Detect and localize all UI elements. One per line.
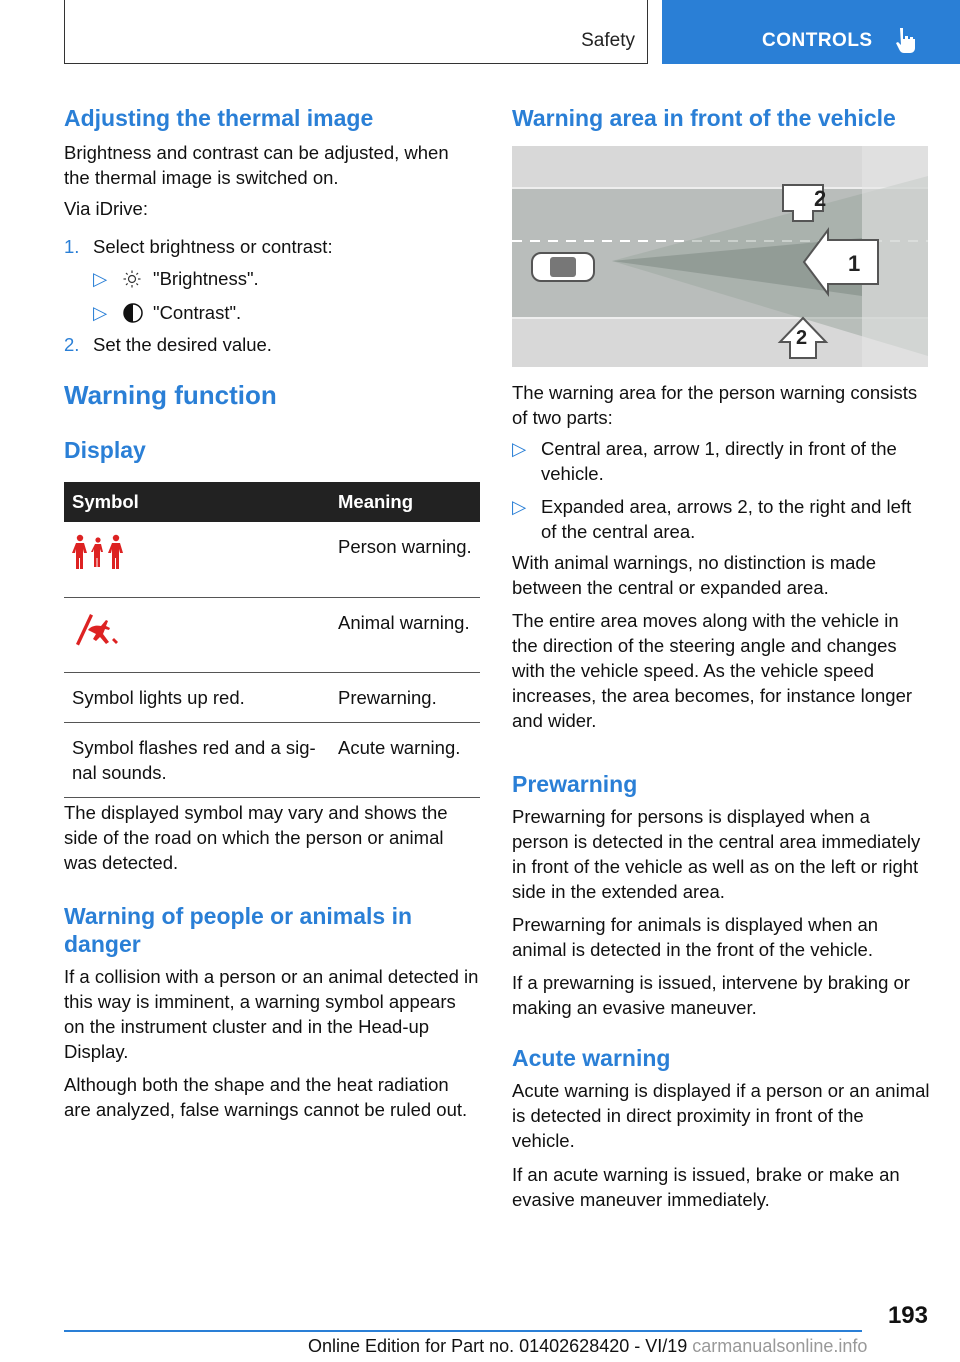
triangle-bullet-icon: ▷ xyxy=(512,496,527,517)
footer-rule xyxy=(64,1330,862,1332)
area-moves-paragraph: The entire area moves along with the vehicle in the direction of the steering angle and changes with the vehicle speed. As the vehicle speed increases, the area becomes, for instance longer and wider. xyxy=(512,610,913,731)
adjust-paragraph: Brightness and contrast can be adjusted, when the thermal image is switched on. xyxy=(64,142,449,188)
adjust-title: Adjusting the thermal image xyxy=(64,105,374,131)
svg-text:1: 1 xyxy=(848,251,861,276)
prewarning-paragraph-1: Prewarning for persons is displayed when a person is detected in the central area immediately in front of the vehicle as well as on the left or right side in the extended area. xyxy=(512,806,921,902)
table-header-row xyxy=(64,482,480,522)
animal-distinction-paragraph: With animal warnings, no distinction is made between the central or expanded area. xyxy=(512,552,876,598)
warning-function-title: Warning function xyxy=(64,380,277,410)
warning-area-paragraph: The warning area for the person warning consists of two parts: xyxy=(512,382,918,428)
contrast-icon xyxy=(123,303,143,323)
person-warning-icon xyxy=(72,534,126,570)
danger-paragraph-1: If a collision with a person or an animal detected in this way is imminent, a warning symbol appears on the instrument cluster and in the Head-up Display. xyxy=(64,966,479,1062)
bullet-text: Expanded area, arrows 2, to the right and left of the central area. xyxy=(541,496,912,542)
warning-symbol-table xyxy=(64,482,480,798)
sub-item-brightness xyxy=(93,266,259,291)
step-number: 2. xyxy=(64,334,80,355)
displayed-symbol-paragraph: The displayed symbol may vary and shows the side of the road on which the person or animal was detected. xyxy=(64,802,448,873)
bullet-expanded-area xyxy=(512,494,922,542)
table-header-symbol: Symbol xyxy=(64,482,330,522)
table-cell-symbol xyxy=(64,597,330,672)
prewarning-paragraph-3: If a prewarning is issued, intervene by braking or making an evasive maneuver. xyxy=(512,972,910,1018)
step-2 xyxy=(64,332,272,357)
table-cell-meaning: Prewarning. xyxy=(330,672,480,722)
contrast-label: "Contrast". xyxy=(153,302,242,323)
display-title: Display xyxy=(64,437,146,463)
row4-symbol-line2: nal sounds. xyxy=(72,761,167,783)
table-cell-meaning: Person warning. xyxy=(330,522,480,597)
table-row xyxy=(64,672,480,722)
row4-symbol-line1: Symbol flashes red and a sig- xyxy=(72,736,316,758)
table-cell-symbol xyxy=(64,522,330,597)
header-section-label: Safety xyxy=(581,30,635,51)
prewarning-paragraph-2: Prewarning for animals is displayed when an animal is detected in the front of the vehicle. xyxy=(512,914,879,960)
triangle-bullet-icon: ▷ xyxy=(93,268,108,289)
edition-text: Online Edition for Part no. 01402628420 - VI/19 xyxy=(308,1336,688,1356)
header-chapter-label: CONTROLS xyxy=(762,30,873,51)
page-number: 193 xyxy=(887,1302,928,1329)
brightness-icon xyxy=(123,270,141,288)
header-section-box xyxy=(64,0,648,64)
table-cell-symbol xyxy=(64,722,330,797)
sub-item-contrast xyxy=(93,300,242,325)
danger-title: Warning of people or animals in danger xyxy=(64,903,413,957)
table-cell-meaning: Acute warning. xyxy=(330,722,480,797)
warning-area-title: Warning area in front of the vehicle xyxy=(512,105,896,131)
animal-warning-icon xyxy=(72,610,126,646)
hand-pointer-icon xyxy=(894,26,918,54)
table-row xyxy=(64,522,480,597)
step-number: 1. xyxy=(64,236,80,257)
step-1 xyxy=(64,234,333,259)
car-icon xyxy=(532,253,594,281)
bullet-central-area xyxy=(512,436,922,484)
triangle-bullet-icon: ▷ xyxy=(93,302,108,323)
table-header-meaning: Meaning xyxy=(330,482,480,522)
table-cell-symbol: Symbol lights up red. xyxy=(64,672,330,722)
acute-warning-title: Acute warning xyxy=(512,1045,671,1071)
acute-paragraph-2: If an acute warning is issued, brake or make an evasive maneuver immediately. xyxy=(512,1164,900,1210)
bullet-text: Central area, arrow 1, directly in front of the vehicle. xyxy=(541,438,897,484)
via-idrive-text: Via iDrive: xyxy=(64,198,148,219)
step-text: Select brightness or contrast: xyxy=(93,236,333,257)
triangle-bullet-icon: ▷ xyxy=(512,438,527,459)
watermark-text: carmanualsonline.info xyxy=(692,1336,868,1356)
acute-paragraph-1: Acute warning is displayed if a person or an animal is detected in direct proximity in front of the vehicle. xyxy=(512,1080,930,1151)
brightness-label: "Brightness". xyxy=(153,268,259,289)
prewarning-title: Prewarning xyxy=(512,771,638,797)
svg-text:2: 2 xyxy=(814,186,827,211)
step-text: Set the desired value. xyxy=(93,334,272,355)
danger-paragraph-2: Although both the shape and the heat radiation are analyzed, false warnings cannot be ruled out. xyxy=(64,1074,468,1120)
warning-area-diagram xyxy=(512,146,928,367)
table-row xyxy=(64,597,480,672)
table-cell-meaning: Animal warning. xyxy=(330,597,480,672)
svg-text:2: 2 xyxy=(796,327,808,349)
table-row xyxy=(64,722,480,797)
footer-edition xyxy=(308,1336,867,1357)
header-chapter-tab[interactable] xyxy=(662,0,960,64)
